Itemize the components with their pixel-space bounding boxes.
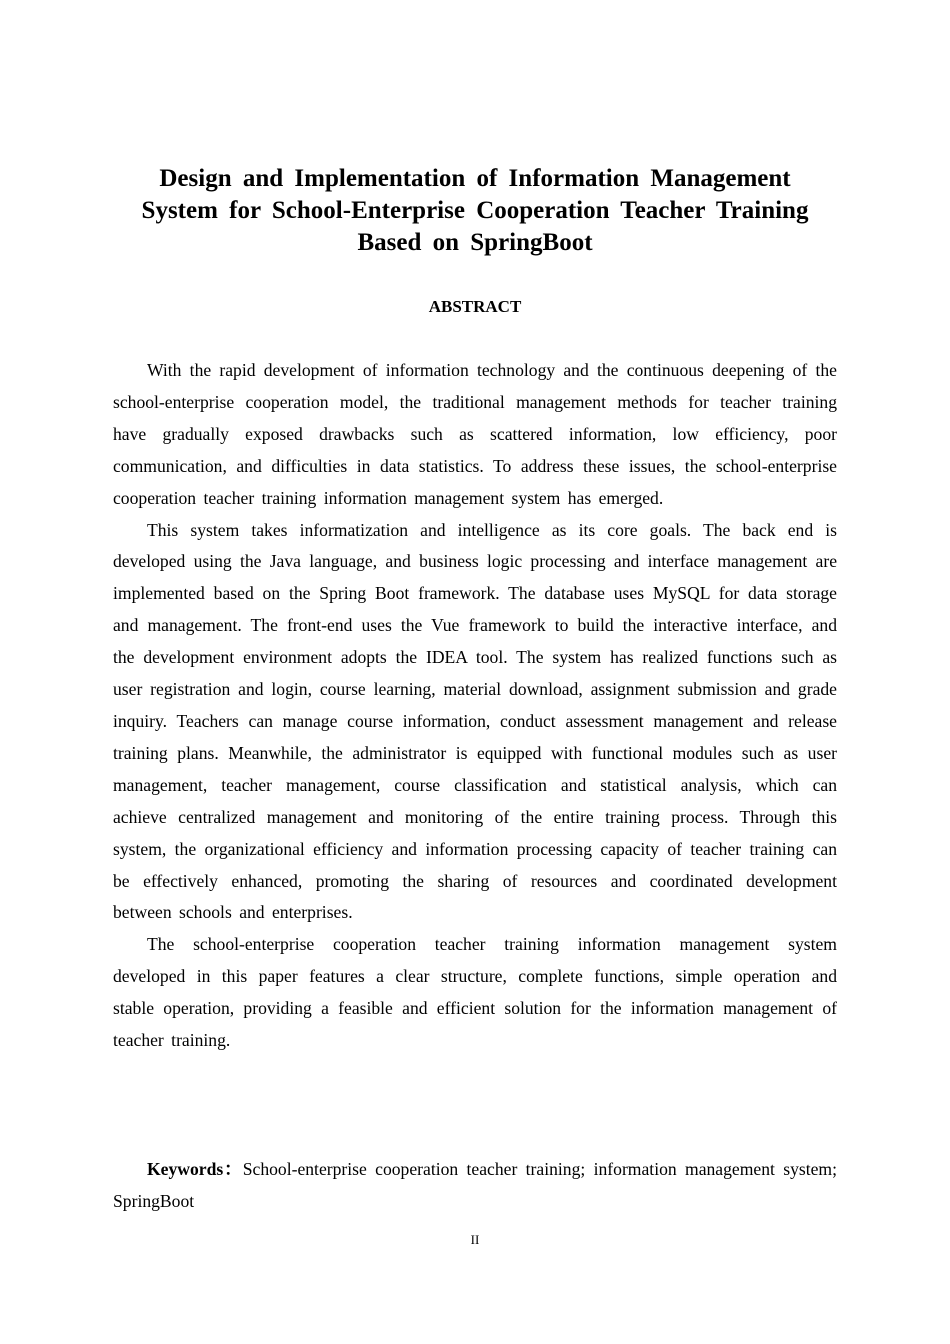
keywords-line xyxy=(113,1154,837,1217)
abstract-body xyxy=(113,355,837,1057)
abstract-paragraph-3: The school-enterprise cooperation teacher training information management system developed in this paper features a clear structure, complete functions, simple operation and stable operation, providing a feasible and efficient solution for the information management of teacher training. xyxy=(113,934,837,1051)
keywords-label: Keywords： xyxy=(147,1159,243,1179)
abstract-paragraph-1: With the rapid development of information technology and the continuous deepening of the school-enterprise cooperation model, the traditional management methods for teacher training have gradually exposed drawbacks such as scattered information, low efficiency, poor communication, and difficulties in data statistics. To address these issues, the school-enterprise cooperation teacher training information management system has emerged. xyxy=(113,360,837,508)
abstract-heading: ABSTRACT xyxy=(428,297,522,316)
abstract-paragraph-2: This system takes informatization and intelligence as its core goals. The back end is developed using the Java language, and business logic processing and interface management are implemented based on the Spring Boot framework. The database uses MySQL for data storage and management. The front-end uses the Vue framework to build the interactive interface, and the development environment adopts the IDEA tool. The system has realized functions such as user registration and login, course learning, material download, assignment submission and grade inquiry. Teachers can manage course information, conduct assessment management and release training plans. Meanwhile, the administrator is equipped with functional modules such as user management, teacher management, course classification and statistical analysis, which can achieve centralized management and monitoring of the entire training process. Through this system, the organizational efficiency and information processing capacity of teacher training can be effectively enhanced, promoting the sharing of resources and coordinated development between schools and enterprises. xyxy=(113,519,837,923)
paper-title: Design and Implementation of Information Management System for School-Enterprise Cooperation Teacher Training Based on SpringBoot xyxy=(141,165,809,256)
keywords-text: School-enterprise cooperation teacher training; information management system; SpringBoot xyxy=(113,1159,837,1211)
page-number: II xyxy=(470,1232,480,1247)
